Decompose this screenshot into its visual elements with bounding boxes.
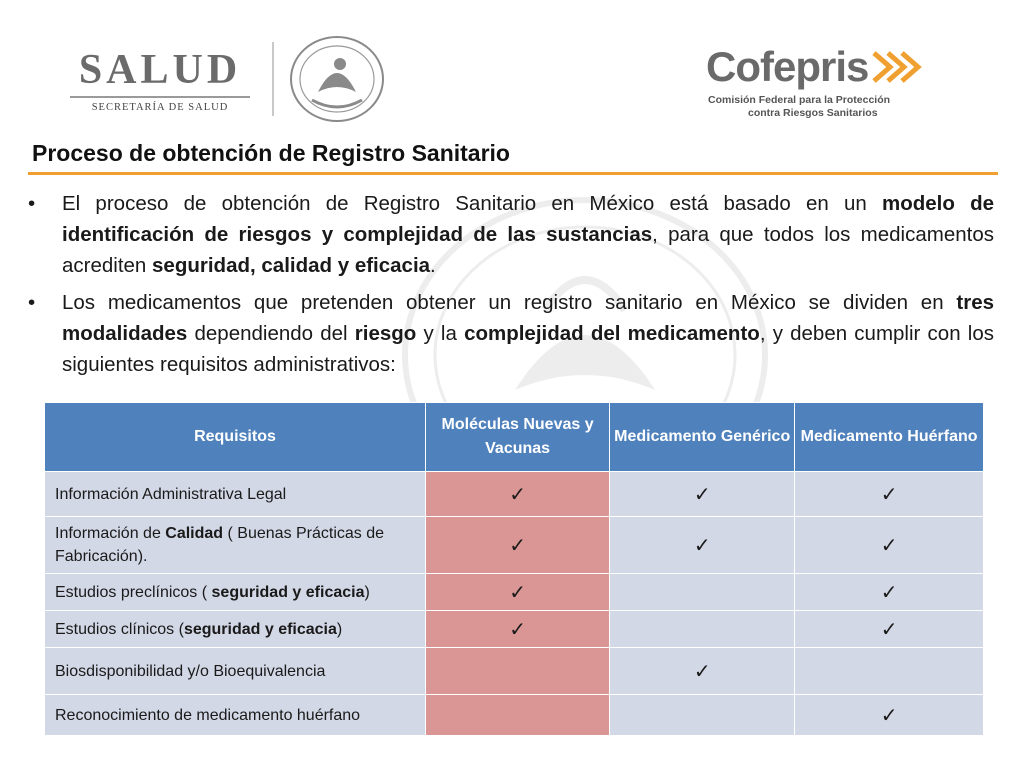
check-cell <box>795 648 984 695</box>
check-cell <box>795 472 984 517</box>
check-mark-icon: ✓ <box>880 704 898 727</box>
check-mark-icon: ✓ <box>880 581 898 604</box>
bullet-list <box>22 188 994 386</box>
header-requisitos: Requisitos <box>45 403 426 472</box>
check-cell <box>425 648 609 695</box>
check-mark-icon: ✓ <box>693 534 711 557</box>
mexico-seal-icon <box>288 34 386 124</box>
row-label: Biosdisponibilidad y/o Bioequivalencia <box>45 648 426 695</box>
title-underline <box>28 172 998 175</box>
bullet-text: Los medicamentos que pretenden obtener un registro sanitario en México se dividen en tres modalidades dependiendo del riesgo y la complejidad del medicamento, y deben cumplir con los siguientes requisitos administrativos: <box>62 291 994 376</box>
cofepris-logo <box>706 44 946 120</box>
requirements-table <box>44 402 984 736</box>
check-mark-icon: ✓ <box>509 483 526 506</box>
bullet-item <box>22 287 994 380</box>
row-label: Estudios clínicos (seguridad y eficacia) <box>45 611 426 648</box>
header-medicamento-generico: Medicamento Genérico <box>610 403 795 472</box>
check-cell <box>425 611 609 648</box>
row-label: Estudios preclínicos ( seguridad y eficacia) <box>45 574 426 611</box>
table-row <box>45 695 984 736</box>
check-mark-icon: ✓ <box>509 581 526 604</box>
check-cell <box>425 574 609 611</box>
header-divider <box>272 42 274 116</box>
check-mark-icon: ✓ <box>509 618 526 641</box>
check-cell <box>795 695 984 736</box>
check-cell <box>795 517 984 574</box>
check-cell <box>425 695 609 736</box>
check-mark-icon: ✓ <box>880 534 898 557</box>
check-mark-icon: ✓ <box>693 483 711 506</box>
check-cell <box>610 574 795 611</box>
check-cell <box>425 517 609 574</box>
check-mark-icon: ✓ <box>693 660 711 683</box>
cofepris-arrows-icon <box>872 49 924 85</box>
cofepris-logo-word: Cofepris <box>706 43 869 90</box>
table-row <box>45 574 984 611</box>
table-row <box>45 472 984 517</box>
salud-logo <box>70 47 250 113</box>
table-row <box>45 611 984 648</box>
page-title: Proceso de obtención de Registro Sanitario <box>32 140 510 166</box>
table-row <box>45 648 984 695</box>
row-label: Reconocimiento de medicamento huérfano <box>45 695 426 736</box>
bullet-item <box>22 188 994 281</box>
header-medicamento-huerfano: Medicamento Huérfano <box>795 403 984 472</box>
check-mark-icon: ✓ <box>509 534 526 557</box>
check-cell <box>610 472 795 517</box>
check-cell <box>795 574 984 611</box>
bullet-dot-icon: • <box>28 192 36 215</box>
check-cell <box>610 517 795 574</box>
check-cell <box>795 611 984 648</box>
check-mark-icon: ✓ <box>880 618 898 641</box>
table-row <box>45 517 984 574</box>
table-header-row <box>45 403 984 472</box>
salud-logo-word: SALUD <box>78 47 242 93</box>
check-cell <box>425 472 609 517</box>
cofepris-logo-subtitle: Comisión Federal para la Protección contra Riesgos Sanitarios <box>708 94 891 119</box>
bullet-text: El proceso de obtención de Registro Sanitario en México está basado en un modelo de identificación de riesgos y complejidad de las sustancias, para que todos los medicamentos acrediten seguridad, calidad y eficacia. <box>62 192 994 277</box>
row-label: Información de Calidad ( Buenas Prácticas de Fabricación). <box>45 517 426 574</box>
salud-logo-subtitle: SECRETARÍA DE SALUD <box>91 102 229 113</box>
header-moleculas-nuevas: Moléculas Nuevas y Vacunas <box>425 403 609 472</box>
check-cell <box>610 611 795 648</box>
row-label: Información Administrativa Legal <box>45 472 426 517</box>
check-mark-icon: ✓ <box>880 483 898 506</box>
check-cell <box>610 695 795 736</box>
check-cell <box>610 648 795 695</box>
bullet-dot-icon: • <box>28 291 36 314</box>
